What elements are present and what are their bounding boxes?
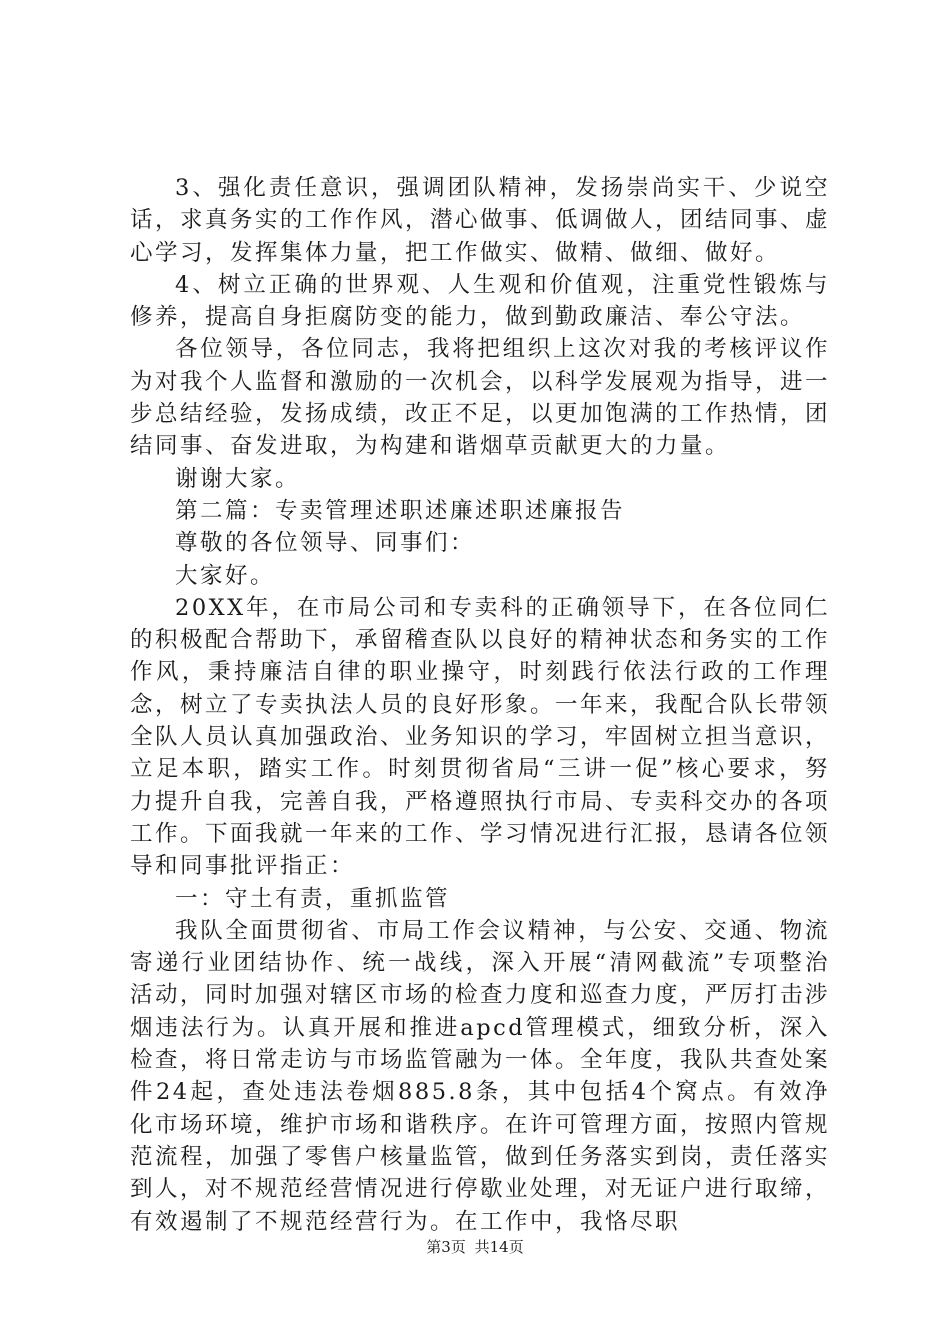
- subsection-heading: 一：守土有责，重抓监管: [175, 885, 451, 912]
- paragraph-supervision: 我队全面贯彻省、市局工作会议精神，与公安、交通、物流寄递行业团结协作、统一战线，深入开展“清网截流”专项整治活动，同时加强对辖区市场的检查力度和巡查力度，严厉打击涉烟违法行为。认真开展和推进apcd管理模式，细致分析，深入检查，将日常走访与市场监管融为一体。全年度，我队共查处案件24起，查处违法卷烟885.8条，其中包括4个窝点。有效净化市场环境，维护市场和谐秩序。在许可管理方面，按照内管规范流程，加强了零售户核量监管，做到任务落实到岗，责任落实到人，对不规范经营情况进行停歇业处理，对无证户进行取缔，有效遏制了不规范经营行为。在工作中，我恪尽职: [130, 917, 831, 1235]
- paragraph-item-4: 4、树立正确的世界观、人生观和价值观，注重党性锻炼与修养，提高自身拒腐防变的能力，做到勤政廉洁、奉公守法。: [130, 271, 830, 331]
- page-footer: [0, 1237, 950, 1257]
- section-title: 第二篇：专卖管理述职述廉述职述廉报告: [175, 497, 626, 524]
- paragraph-closing: 各位领导，各位同志，我将把组织上这次对我的考核评议作为对我个人监督和激励的一次机会，以科学发展观为指导，进一步总结经验，发扬成绩，改正不足，以更加饱满的工作热情，团结同事、奋发进取，为构建和谐烟草贡献更大的力量。: [130, 336, 831, 460]
- paragraph-intro: 20XX年，在市局公司和专卖科的正确领导下，在各位同仁的积极配合帮助下，承留稽查队以良好的精神状态和务实的工作作风，秉持廉洁自律的职业操守，时刻践行依法行政的工作理念，树立了专卖执法人员的良好形象。一年来，我配合队长带领全队人员认真加强政治、业务知识的学习，牢固树立担当意识，立足本职，踏实工作。时刻贯彻省局“三讲一促”核心要求，努力提升自我，完善自我，严格遵照执行市局、专卖科交办的各项工作。下面我就一年来的工作、学习情况进行汇报，恳请各位领导和同事批评指正：: [130, 594, 831, 880]
- page-number: 第3页: [426, 1238, 466, 1256]
- page-total: 共14页: [474, 1238, 524, 1256]
- paragraph-thanks: 谢谢大家。: [175, 465, 301, 492]
- paragraph-item-3: 3、强化责任意识，强调团队精神，发扬崇尚实干、少说空话，求真务实的工作作风，潜心做事、低调做人，团结同事、虚心学习，发挥集体力量，把工作做实、做精、做细、做好。: [130, 175, 831, 266]
- salutation: 尊敬的各位领导、同事们：: [175, 530, 476, 557]
- document-body: [130, 172, 830, 1238]
- greeting: 大家好。: [175, 562, 276, 589]
